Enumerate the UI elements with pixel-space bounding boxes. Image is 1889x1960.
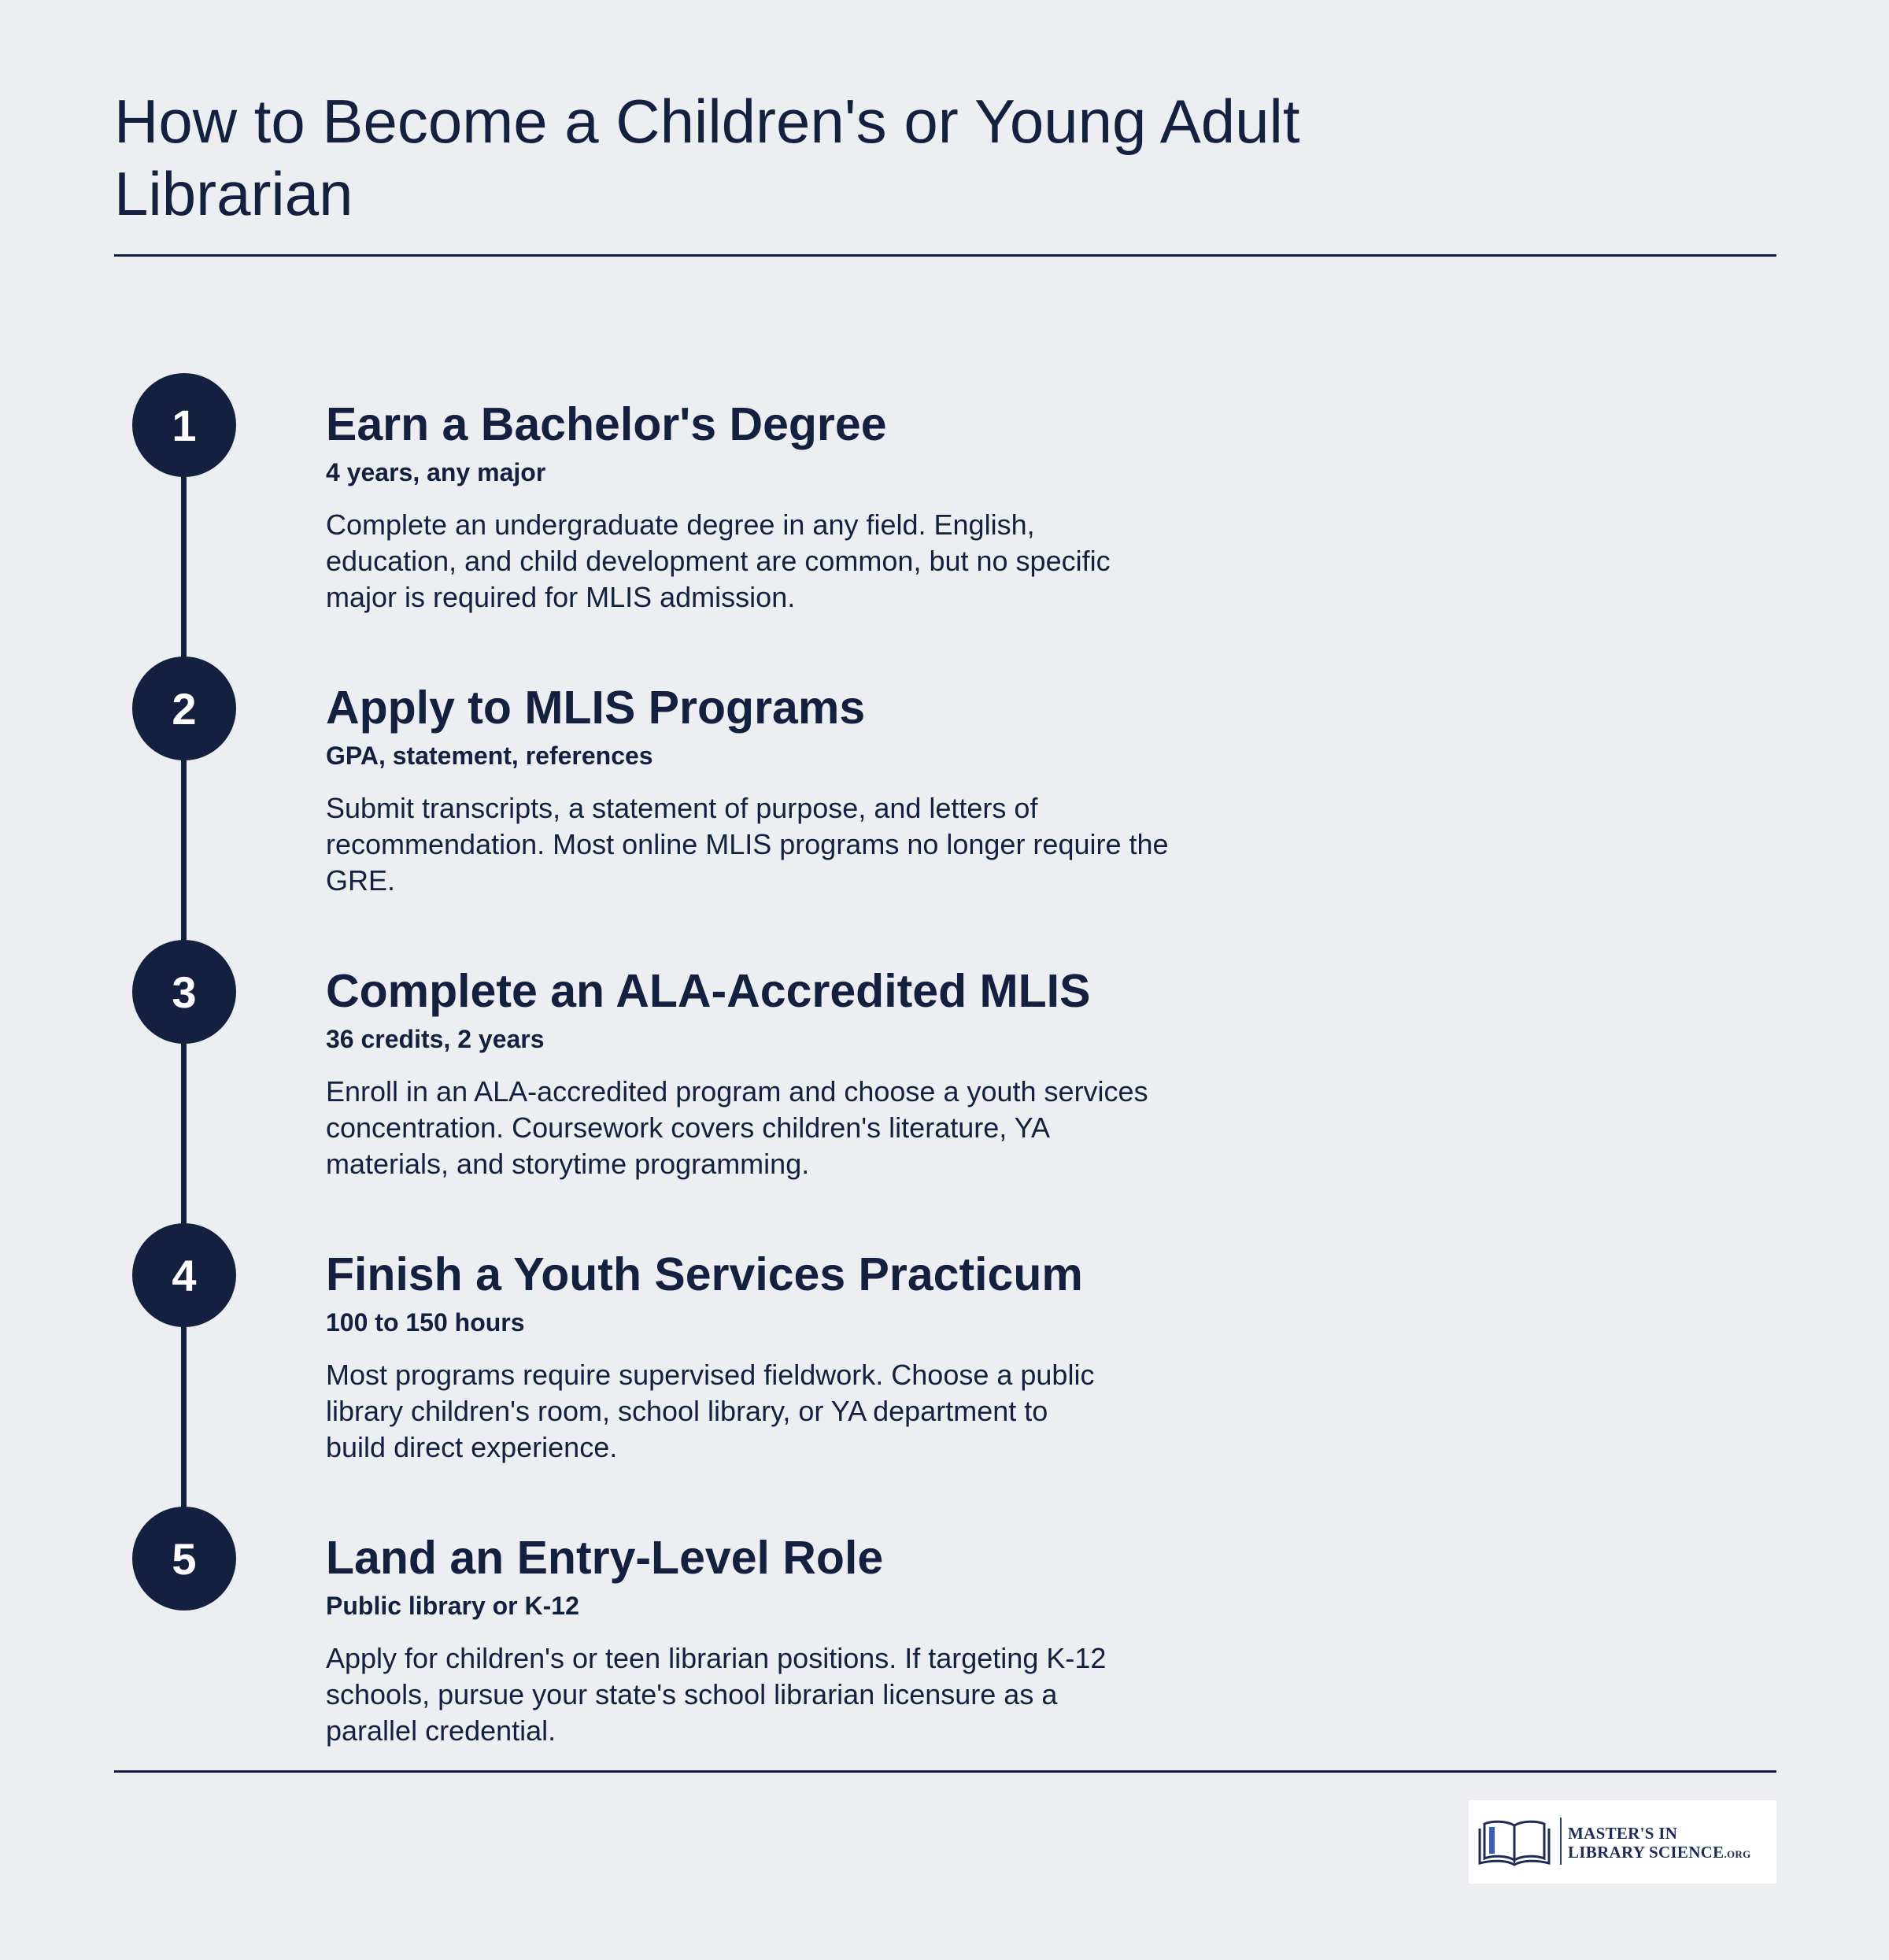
step-number-badge: 4 (132, 1223, 236, 1327)
logo-suffix: .ORG (1724, 1848, 1751, 1860)
page-title: How to Become a Children's or Young Adult Librarian (114, 87, 1300, 228)
step-description: Submit transcripts, a statement of purpose, and letters of recommendation. Most online MLIS programs no longer require the GRE. (326, 792, 1169, 897)
site-logo[interactable] (1469, 1800, 1776, 1884)
step-number-badge: 1 (132, 373, 236, 477)
logo-line-1: MASTER'S IN (1568, 1824, 1678, 1843)
step-title: Finish a Youth Services Practicum (326, 1248, 1083, 1300)
step-number-badge: 5 (132, 1507, 236, 1611)
step-description: Complete an undergraduate degree in any field. English, education, and child development are common, but no specific major is required for MLIS admission. (326, 508, 1111, 613)
step-meta: GPA, statement, references (326, 741, 653, 770)
title-divider (114, 254, 1776, 257)
logo-line-2-text: LIBRARY SCIENCE (1568, 1843, 1724, 1862)
step-number-badge: 2 (132, 656, 236, 760)
step-meta: 36 credits, 2 years (326, 1025, 545, 1053)
step-meta: 4 years, any major (326, 458, 546, 486)
logo-wordmark (1568, 1824, 1751, 1864)
step-description: Apply for children's or teen librarian positions. If targeting K-12 schools, pursue your state's school librarian licensure as a parallel credential. (326, 1642, 1107, 1747)
step-description: Enroll in an ALA-accredited program and choose a youth services concentration. Coursework covers children's literature, YA materials, and storytime programming. (326, 1075, 1148, 1180)
step-meta: 100 to 150 hours (326, 1308, 525, 1337)
step-meta: Public library or K-12 (326, 1592, 579, 1620)
step-title: Earn a Bachelor's Degree (326, 398, 887, 450)
step-title: Land an Entry-Level Role (326, 1532, 884, 1584)
step-title: Complete an ALA-Accredited MLIS (326, 965, 1091, 1017)
footer-divider (114, 1770, 1776, 1773)
logo-line-2 (1568, 1843, 1751, 1864)
step-number-badge: 3 (132, 940, 236, 1044)
step-description: Most programs require supervised fieldwork. Choose a public library children's room, school library, or YA department to build direct experience. (326, 1359, 1095, 1463)
step-title: Apply to MLIS Programs (326, 682, 866, 734)
open-book-icon (1478, 1818, 1551, 1866)
logo-divider (1560, 1818, 1562, 1865)
